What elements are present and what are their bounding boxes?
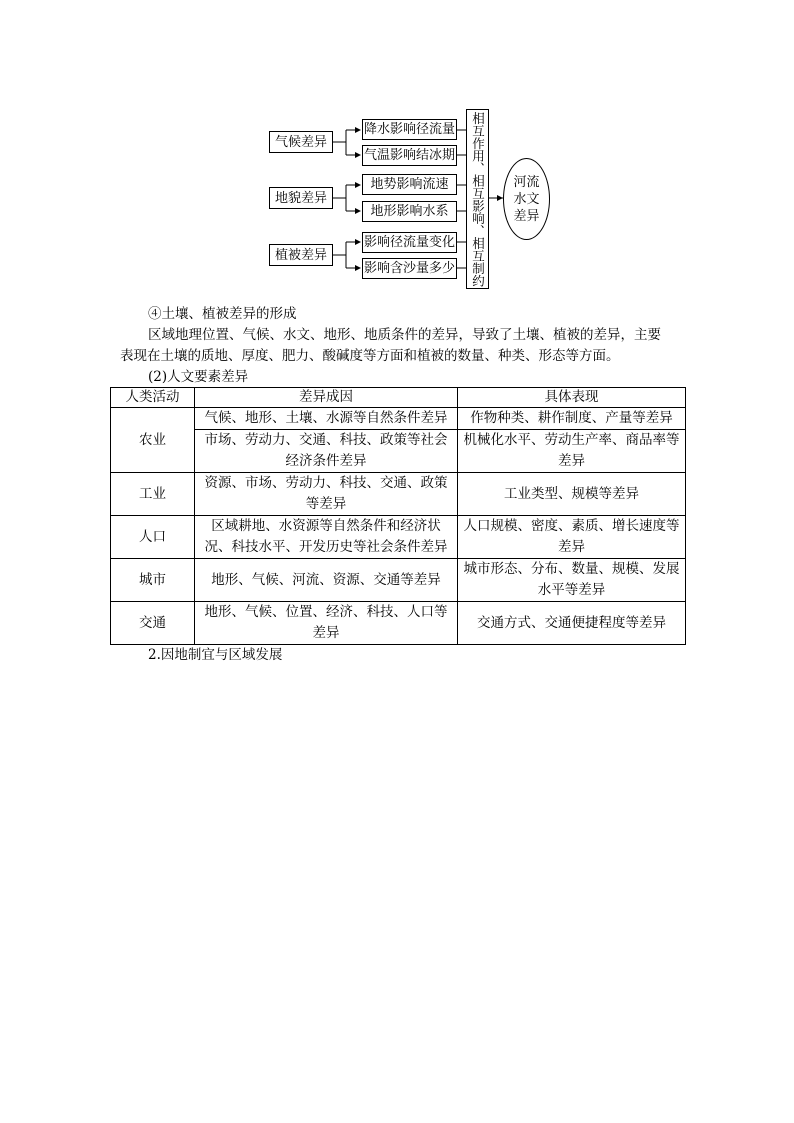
result-line: 水文 — [513, 191, 540, 207]
activity-cell: 农业 — [111, 408, 195, 473]
river-hydrology-diagram — [0, 0, 794, 300]
effect-box: 影响含沙量多少 — [362, 258, 457, 279]
cause-cell: 市场、劳动力、交通、科技、政策等社会经济条件差异 — [195, 430, 458, 473]
soil-paragraph-line2: 表现在土壤的质地、厚度、肥力、酸碱度等方面和植被的数量、种类、形态等方面。 — [120, 348, 620, 364]
cause-cell: 资源、市场、劳动力、科技、交通、政策等差异 — [195, 473, 458, 516]
interaction-box: 相互作用、相互影响、相互制约 — [466, 109, 489, 289]
header-cell-result: 具体表现 — [458, 388, 686, 408]
result-cell: 人口规模、密度、素质、增长速度等差异 — [458, 516, 686, 559]
result-cell: 作物种类、耕作制度、产量等差异 — [458, 408, 686, 430]
result-cell: 工业类型、规模等差异 — [458, 473, 686, 516]
activity-cell: 城市 — [111, 559, 195, 602]
result-line: 差异 — [513, 208, 540, 224]
result-cell: 城市形态、分布、数量、规模、发展水平等差异 — [458, 559, 686, 602]
soil-paragraph-line1: 区域地理位置、气候、水文、地形、地质条件的差异，导致了土壤、植被的差异，主要 — [148, 327, 661, 343]
effect-box: 影响径流量变化 — [362, 232, 457, 253]
activity-cell: 工业 — [111, 473, 195, 516]
result-cell: 机械化水平、劳动生产率、商品率等差异 — [458, 430, 686, 473]
effect-box: 地势影响流速 — [362, 174, 457, 195]
cause-cell: 地形、气候、河流、资源、交通等差异 — [195, 559, 458, 602]
effect-box: 降水影响径流量 — [362, 119, 457, 140]
result-label — [512, 174, 542, 225]
factor-box-climate: 气候差异 — [269, 131, 333, 153]
factor-box-landform: 地貌差异 — [269, 187, 333, 209]
cause-cell: 气候、地形、土壤、水源等自然条件差异 — [195, 408, 458, 430]
table-row — [111, 559, 686, 602]
result-line: 河流 — [513, 174, 540, 190]
header-cell-cause: 差异成因 — [195, 388, 458, 408]
soil-heading: ④土壤、植被差异的形成 — [148, 306, 297, 322]
factor-box-vegetation: 植被差异 — [269, 244, 333, 266]
table-row — [111, 430, 686, 473]
table-header-row — [111, 388, 686, 408]
header-cell-activity: 人类活动 — [111, 388, 195, 408]
table-row — [111, 602, 686, 645]
section2-heading: 2.因地制宜与区域发展 — [148, 647, 283, 663]
result-cell: 交通方式、交通便捷程度等差异 — [458, 602, 686, 645]
effect-box: 气温影响结冰期 — [362, 145, 457, 166]
table-row — [111, 473, 686, 516]
effect-box: 地形影响水系 — [362, 201, 457, 222]
activity-cell: 交通 — [111, 602, 195, 645]
cause-cell: 地形、气候、位置、经济、科技、人口等差异 — [195, 602, 458, 645]
table-row — [111, 516, 686, 559]
human-factor-table — [110, 387, 686, 645]
result-ellipse — [503, 158, 550, 240]
activity-cell: 人口 — [111, 516, 195, 559]
table-row — [111, 408, 686, 430]
cause-cell: 区域耕地、水资源等自然条件和经济状况、科技水平、开发历史等社会条件差异 — [195, 516, 458, 559]
human-factors-heading: (2)人文要素差异 — [148, 369, 249, 385]
